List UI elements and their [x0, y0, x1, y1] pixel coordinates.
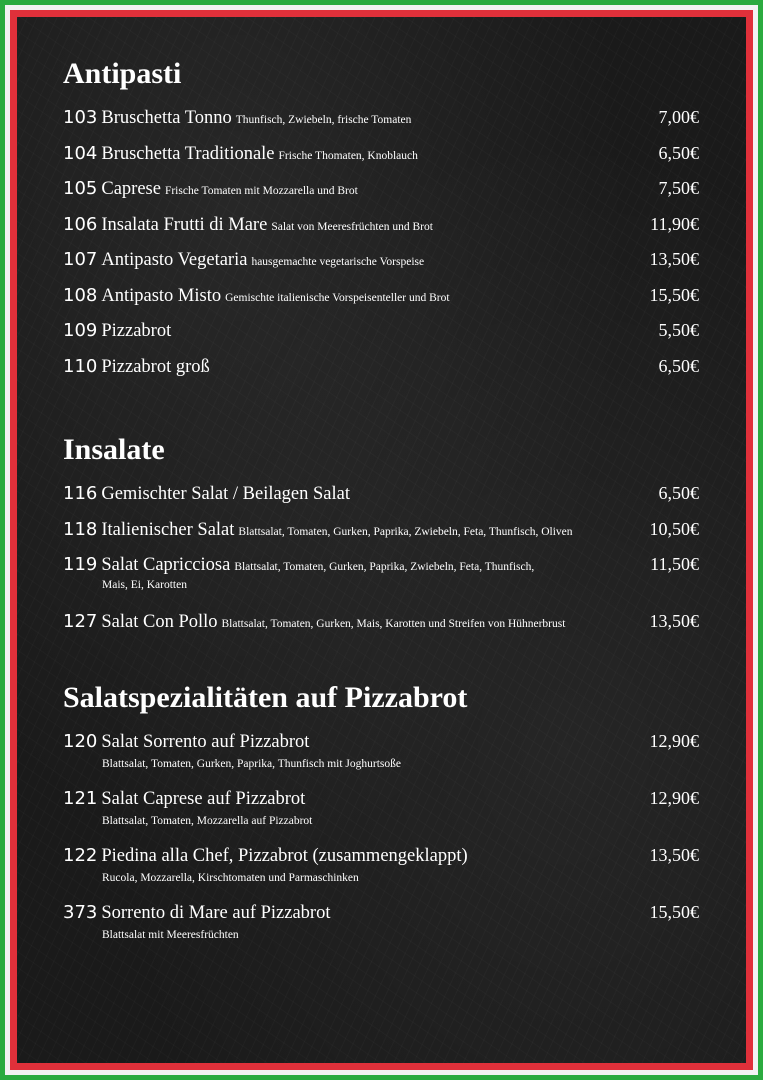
- item-price: 7,00€: [658, 107, 699, 127]
- item-price: 13,50€: [649, 249, 699, 269]
- item-name: Antipasto Misto: [101, 286, 222, 306]
- item-number: 118: [63, 519, 98, 540]
- item-name: Salat Sorrento auf Pizzabrot: [101, 732, 310, 752]
- item-name: Antipasto Vegetaria: [101, 250, 248, 270]
- item-description: Thunfisch, Zwiebeln, frische Tomaten: [235, 114, 412, 126]
- menu-item: [63, 554, 699, 591]
- item-price: 15,50€: [649, 285, 699, 305]
- item-description: Frische Tomaten mit Mozzarella und Brot: [164, 185, 358, 197]
- item-number: 121: [63, 788, 98, 809]
- menu-item: [63, 143, 699, 165]
- item-price: 6,50€: [658, 143, 699, 163]
- item-number: 120: [63, 731, 98, 752]
- item-number: 127: [63, 611, 98, 632]
- item-number: 116: [63, 483, 98, 504]
- item-description-line2: Mais, Ei, Karotten: [102, 579, 187, 591]
- item-description-line2: Rucola, Mozzarella, Kirschtomaten und Parmaschinken: [102, 872, 359, 884]
- menu-item: [63, 788, 699, 827]
- item-price: 11,90€: [650, 214, 699, 234]
- item-description: hausgemachte vegetarische Vorspeise: [251, 256, 425, 268]
- menu-item: [63, 611, 699, 633]
- menu-item: [63, 214, 699, 236]
- item-number: 122: [63, 845, 98, 866]
- menu-item: [63, 285, 699, 307]
- item-price: 15,50€: [649, 902, 699, 922]
- item-number: 108: [63, 285, 98, 306]
- item-number: 373: [63, 902, 98, 923]
- menu-item: [63, 178, 699, 200]
- item-price: 6,50€: [658, 356, 699, 376]
- item-name: Caprese: [101, 179, 161, 199]
- menu-item: [63, 902, 699, 941]
- item-description: Blattsalat, Tomaten, Gurken, Mais, Karotten und Streifen von Hühnerbrust: [221, 618, 566, 630]
- item-price: 13,50€: [649, 611, 699, 631]
- item-price: 12,90€: [649, 731, 699, 751]
- menu-item: [63, 483, 699, 505]
- menu-item: [63, 107, 699, 129]
- item-name: Bruschetta Tonno: [101, 108, 232, 128]
- item-name: Gemischter Salat / Beilagen Salat: [101, 484, 351, 504]
- item-number: 104: [63, 143, 98, 164]
- menu-item: [63, 845, 699, 884]
- menu-item: [63, 320, 699, 342]
- section-title-antipasti: Antipasti: [63, 57, 182, 90]
- item-description-line2: Blattsalat mit Meeresfrüchten: [102, 929, 239, 941]
- item-name: Italienischer Salat: [101, 520, 235, 540]
- item-name: Piedina alla Chef, Pizzabrot (zusammengeklappt): [101, 846, 468, 866]
- item-name: Salat Capricciosa: [101, 555, 231, 575]
- item-number: 105: [63, 178, 98, 199]
- item-description-line2: Blattsalat, Tomaten, Gurken, Paprika, Thunfisch mit Joghurtsoße: [102, 758, 401, 770]
- item-description: Salat von Meeresfrüchten und Brot: [271, 221, 433, 233]
- menu-item: [63, 519, 699, 541]
- item-description: Blattsalat, Tomaten, Gurken, Paprika, Zwiebeln, Feta, Thunfisch,: [234, 561, 535, 573]
- item-price: 5,50€: [658, 320, 699, 340]
- item-name: Salat Con Pollo: [101, 612, 218, 632]
- item-name: Pizzabrot: [101, 321, 172, 341]
- item-number: 119: [63, 554, 98, 575]
- section-title-salatspezialitaeten: Salatspezialitäten auf Pizzabrot: [63, 681, 468, 714]
- item-name: Pizzabrot groß: [101, 357, 210, 377]
- menu-item: [63, 249, 699, 271]
- item-name: Bruschetta Traditionale: [101, 144, 275, 164]
- item-price: 10,50€: [649, 519, 699, 539]
- item-number: 107: [63, 249, 98, 270]
- item-price: 7,50€: [658, 178, 699, 198]
- chalkboard: [17, 17, 746, 1063]
- item-number: 109: [63, 320, 98, 341]
- item-description: Gemischte italienische Vorspeisenteller und Brot: [225, 292, 450, 304]
- item-description: Frische Thomaten, Knoblauch: [278, 150, 418, 162]
- item-name: Insalata Frutti di Mare: [101, 215, 268, 235]
- section-title-insalate: Insalate: [63, 433, 165, 466]
- item-number: 110: [63, 356, 98, 377]
- menu-item: [63, 731, 699, 770]
- item-description-line2: Blattsalat, Tomaten, Mozzarella auf Pizzabrot: [102, 815, 313, 827]
- item-description: Blattsalat, Tomaten, Gurken, Paprika, Zwiebeln, Feta, Thunfisch, Oliven: [238, 526, 573, 538]
- item-name: Salat Caprese auf Pizzabrot: [101, 789, 306, 809]
- item-price: 6,50€: [658, 483, 699, 503]
- menu-item: [63, 356, 699, 378]
- item-price: 12,90€: [649, 788, 699, 808]
- item-number: 103: [63, 107, 98, 128]
- item-price: 13,50€: [649, 845, 699, 865]
- item-name: Sorrento di Mare auf Pizzabrot: [101, 903, 331, 923]
- item-number: 106: [63, 214, 98, 235]
- item-price: 11,50€: [650, 554, 699, 574]
